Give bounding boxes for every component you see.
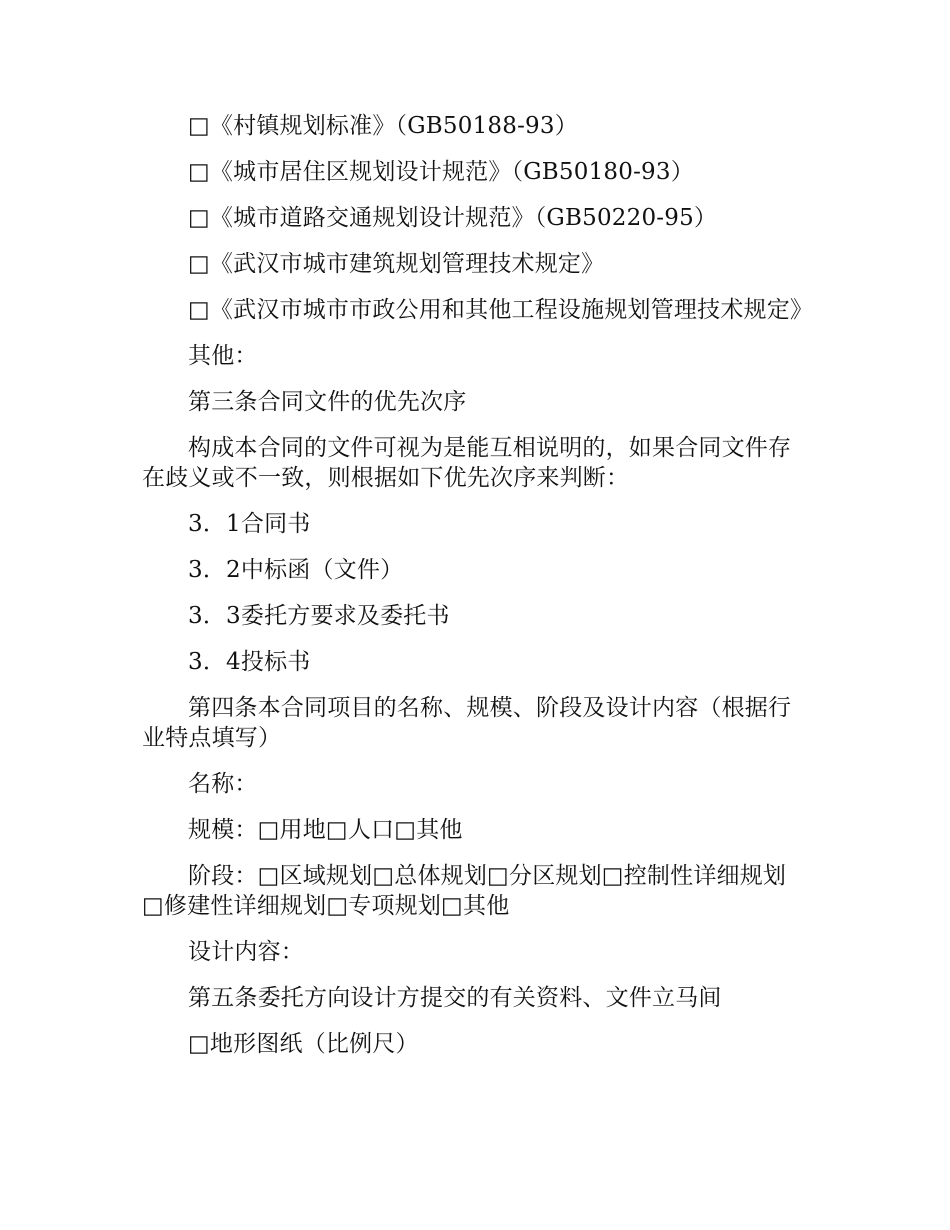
project-stage-options: 阶段：□区域规划□总体规划□分区规划□控制性详细规划□修建性详细规划□专项规划□其他 [142,863,787,919]
article-five-heading: 第五条委托方向设计方提交的有关资料、文件立马间 [188,985,722,1011]
document-body [142,111,814,1075]
standard-village-planning: □《村镇规划标准》（GB50188-93） [188,113,578,139]
project-scale-options: 规模：□用地□人口□其他 [188,817,463,843]
article-three-heading: 第三条合同文件的优先次序 [188,389,467,415]
standard-road-traffic: □《城市道路交通规划设计规范》（GB50220-95） [188,205,718,231]
design-content-label: 设计内容： [188,939,304,965]
priority-item-3: 3．3委托方要求及委托书 [188,603,450,629]
priority-item-4: 3．4投标书 [188,649,311,675]
standard-residential-district: □《城市居住区规划设计规范》（GB50180-93） [188,159,694,185]
priority-item-2: 3．2中标函（文件） [188,557,404,583]
project-name-label: 名称： [188,771,258,797]
standard-wuhan-municipal: □《武汉市城市市政公用和其他工程设施规划管理技术规定》 [188,297,814,323]
other-label: 其他： [188,343,258,369]
topographic-map-item: □地形图纸（比例尺） [188,1031,419,1057]
article-four-heading: 第四条本合同项目的名称、规模、阶段及设计内容（根据行业特点填写） [142,695,792,751]
priority-item-1: 3．1合同书 [188,511,311,537]
standard-wuhan-building: □《武汉市城市建筑规划管理技术规定》 [188,251,605,277]
article-three-body: 构成本合同的文件可视为是能互相说明的，如果合同文件存在歧义或不一致，则根据如下优先次序来判断： [142,435,792,491]
